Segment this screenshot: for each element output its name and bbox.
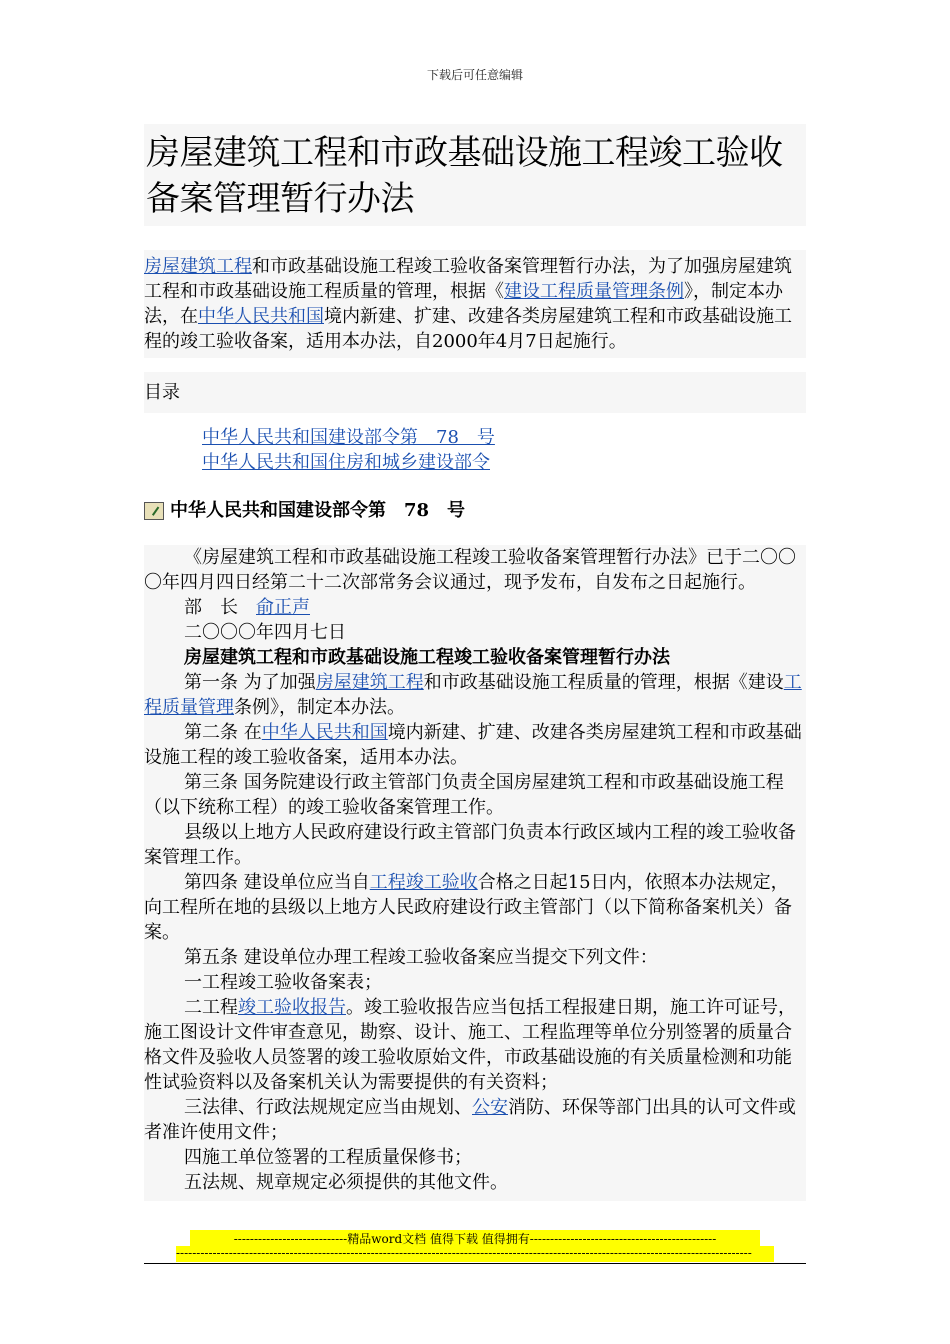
toc-item-decree-78[interactable]: 中华人民共和国建设部令第 78 号 (202, 427, 495, 448)
document-content (144, 124, 806, 1201)
minister-label: 部 长 (184, 597, 256, 618)
list-item-3-text-1: 三法律、行政法规规定应当由规划、 (184, 1097, 472, 1118)
toc-label: 目录 (144, 372, 806, 413)
decree-body (144, 545, 806, 1201)
article-2-link-prc[interactable]: 中华人民共和国 (261, 722, 388, 743)
list-item-2-text-2: 。竣工验收报告应当包括工程报建日期，施工许可证号，施工图设计文件审查意见，勘察、设计、施工、工程监理等单位分别签署的质量合格文件及验收人员签署的竣工验收原始文件，市政基础设施的有关质量检测和功能性试验资料以及备案机关认为需要提供的有关资料； (144, 997, 796, 1093)
decree-paragraph: 《房屋建筑工程和市政基础设施工程竣工验收备案管理暂行办法》已于二〇〇〇年四月四日经第二十二次部常务会议通过，现予发布，自发布之日起施行。 (144, 547, 796, 593)
intro-link-prc[interactable]: 中华人民共和国 (198, 306, 324, 327)
article-2-text-2: 境内新建、扩建、改建各类房屋建筑工程和市政基础设施工程的竣工验收备案，适用本办法。 (144, 722, 802, 768)
article-1-text-3: 条例》，制定本办法。 (234, 697, 405, 718)
article-5: 第五条 建设单位办理工程竣工验收备案应当提交下列文件： (184, 947, 658, 968)
article-1-link-quality[interactable]: 工程质量管理 (144, 672, 802, 718)
footer-banner-line-2: ---------------------------------------------------------------------------------------------------------------------------------------------- (176, 1246, 774, 1262)
article-4-link-acceptance[interactable]: 工程竣工验收 (369, 872, 478, 893)
article-1-text-2: 和市政基础设施工程质量的管理，根据《建设 (423, 672, 784, 693)
intro-link-regulation[interactable]: 建设工程质量管理条例 (504, 281, 684, 302)
page-header: 下载后可任意编辑 (426, 68, 523, 82)
list-item-2 (144, 995, 806, 1095)
list-item-2-link-report[interactable]: 竣工验收报告 (238, 997, 346, 1018)
intro-text-2: 》，制定本办法，在 (144, 281, 783, 327)
list-item-2-text-1: 二工程 (184, 997, 238, 1018)
article-3-paragraph-2: 县级以上地方人民政府建设行政主管部门负责本行政区域内工程的竣工验收备案管理工作。 (144, 822, 796, 868)
list-item-3 (144, 1095, 806, 1145)
footer-rule (144, 1263, 806, 1264)
article-2-text-1: 第二条 在 (184, 722, 262, 743)
title-block (144, 124, 806, 226)
section-heading (144, 499, 806, 523)
minister-name-link[interactable]: 俞正声 (256, 597, 310, 618)
article-3: 第三条 国务院建设行政主管部门负责全国房屋建筑工程和市政基础设施工程（以下统称工程）的竣工验收备案管理工作。 (144, 772, 784, 818)
document-title: 房屋建筑工程和市政基础设施工程竣工验收备案管理暂行办法 (146, 133, 783, 219)
table-of-contents (144, 413, 806, 477)
intro-text-1: 和市政基础设施工程竣工验收备案管理暂行办法，为了加强房屋建筑工程和市政基础设施工程质量的管理，根据《 (144, 256, 792, 302)
intro-paragraph (144, 250, 806, 358)
decree-date: 二〇〇〇年四月七日 (184, 622, 346, 643)
article-1-link-building[interactable]: 房屋建筑工程 (315, 672, 424, 693)
list-item-3-link-police[interactable]: 公安 (472, 1097, 508, 1118)
intro-text-3: 境内新建、扩建、改建各类房屋建筑工程和市政基础设施工程的竣工验收备案，适用本办法，自2000年4月7日起施行。 (144, 306, 792, 352)
regulation-title: 房屋建筑工程和市政基础设施工程竣工验收备案管理暂行办法 (184, 647, 670, 668)
article-4-text-1: 第四条 建设单位应当自 (184, 872, 370, 893)
article-4-text-2: 合格之日起15日内，依照本办法规定，向工程所在地的县级以上地方人民政府建设行政主管部门（以下简称备案机关）备案。 (144, 872, 792, 943)
list-item-3-text-2: 消防、环保等部门出具的认可文件或者准许使用文件； (144, 1097, 796, 1143)
section-heading-text: 中华人民共和国建设部令第 78 号 (170, 500, 466, 521)
minister-line (144, 595, 806, 620)
intro-link-building[interactable]: 房屋建筑工程 (144, 256, 252, 277)
edit-icon[interactable] (144, 502, 164, 520)
list-item-4: 四施工单位签署的工程质量保修书； (184, 1147, 472, 1168)
article-1-text-1: 第一条 为了加强 (184, 672, 316, 693)
list-item-5: 五法规、规章规定必须提供的其他文件。 (184, 1172, 508, 1193)
footer-banner-line-1: ----------------------------精品word文档 值得下载 值得拥有---------------------------------------------- (190, 1230, 760, 1248)
article-1 (144, 670, 806, 720)
article-2 (144, 720, 806, 770)
article-4 (144, 870, 806, 945)
list-item-1: 一工程竣工验收备案表； (184, 972, 382, 993)
toc-item-mohurd-decree[interactable]: 中华人民共和国住房和城乡建设部令 (202, 452, 490, 473)
